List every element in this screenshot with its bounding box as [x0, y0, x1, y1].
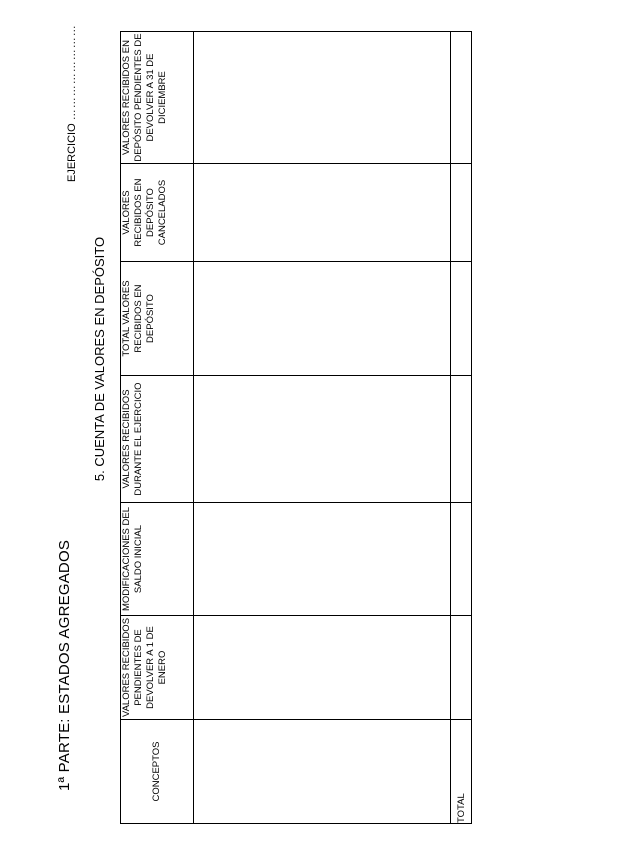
column-header-total-received: TOTAL VALORES RECIBIDOS EN DEPÓSITO — [121, 262, 194, 376]
table-row-entries — [194, 32, 451, 824]
entry-cell-cancelled[interactable] — [194, 164, 451, 262]
column-header-pending-dec-31: VALORES RECIBIDOS EN DEPÓSITO PENDIENTES DE DEVOLVER A 31 DE DICIEMBRE — [121, 32, 194, 164]
entry-cell-pending-jan-1[interactable] — [194, 616, 451, 720]
table-row-total — [451, 32, 472, 824]
section-title: 5. CUENTA DE VALORES EN DEPÓSITO — [92, 236, 107, 482]
total-cell-pending-dec-31[interactable] — [451, 32, 472, 164]
deposit-values-table — [120, 31, 472, 824]
entry-cell-initial-balance-changes[interactable] — [194, 503, 451, 616]
total-cell-pending-jan-1[interactable] — [451, 616, 472, 720]
column-header-conceptos: CONCEPTOS — [121, 720, 194, 824]
column-header-initial-balance-changes: MODIFICACIONES DEL SALDO INICIAL — [121, 503, 194, 616]
entry-cell-conceptos[interactable] — [194, 720, 451, 824]
exercise-label: EJERCICIO — [66, 123, 78, 182]
part-title: 1ª PARTE: ESTADOS AGREGADOS — [56, 539, 73, 791]
total-cell-initial-balance-changes[interactable] — [451, 503, 472, 616]
column-header-pending-jan-1: VALORES RECIBIDOS PENDIENTES DE DEVOLVER A 1 DE ENERO — [121, 616, 194, 720]
column-header-received-during-year: VALORES RECIBIDOS DURANTE EL EJERCICIO — [121, 376, 194, 503]
entry-cell-received-during-year[interactable] — [194, 376, 451, 503]
total-cell-received-during-year[interactable] — [451, 376, 472, 503]
total-cell-total-received[interactable] — [451, 262, 472, 376]
column-header-cancelled: VALORES RECIBIDOS EN DEPÓSITO CANCELADOS — [121, 164, 194, 262]
exercise-field — [66, 24, 78, 182]
entry-cell-pending-dec-31[interactable] — [194, 32, 451, 164]
entry-cell-total-received[interactable] — [194, 262, 451, 376]
exercise-blank[interactable]: …………………… — [66, 24, 78, 121]
total-cell-cancelled[interactable] — [451, 164, 472, 262]
table-header-row — [121, 32, 194, 824]
total-label: TOTAL — [451, 720, 472, 824]
